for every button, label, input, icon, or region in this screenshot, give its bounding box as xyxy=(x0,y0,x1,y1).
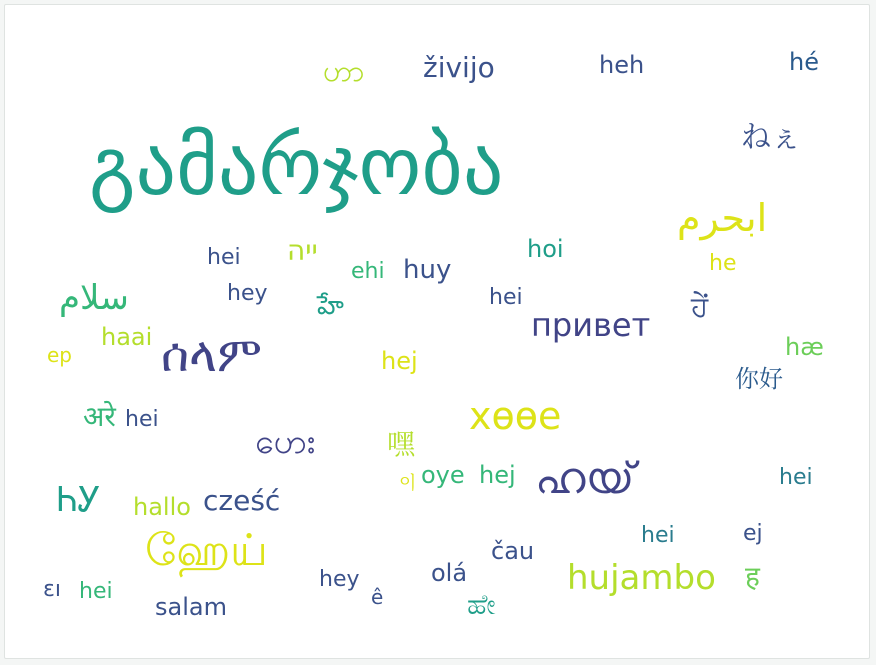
word-hei-1: hei xyxy=(207,245,241,270)
word-hey-tamil: ஹேய் xyxy=(145,525,268,576)
word-ola: olá xyxy=(431,559,468,587)
word-hey-1: hey xyxy=(227,281,268,306)
word-ei: ɛı xyxy=(43,577,62,602)
word-hei-5: hei xyxy=(641,523,675,548)
word-xoe: xөөе xyxy=(469,394,562,438)
word-hei-3: hei xyxy=(125,407,159,432)
word-hei-4: hei xyxy=(779,465,813,490)
word-hey-hebrew: ייה xyxy=(287,234,318,267)
word-ej: ej xyxy=(743,521,763,546)
word-salam: salam xyxy=(155,593,227,621)
word-heh: heh xyxy=(599,51,645,79)
word-he: he xyxy=(709,251,737,276)
word-hej-2: hej xyxy=(479,461,516,489)
word-nee: ねぇ xyxy=(741,120,801,155)
word-hey-2: hey xyxy=(319,567,360,592)
word-hujambo: hujambo xyxy=(567,558,716,598)
word-zivijo: živijo xyxy=(423,51,495,84)
word-hey-gurmukhi: ਹੇਂ xyxy=(691,290,709,323)
word-gamarjoba: გამარჯობა xyxy=(89,120,504,213)
word-hei-6: hei xyxy=(79,579,113,604)
word-are: अरे xyxy=(83,400,116,433)
word-ep: ep xyxy=(47,343,72,367)
word-he-kannada: ಹೇ xyxy=(467,588,496,621)
word-selam-amharic: ሰላም xyxy=(161,327,262,383)
word-salam-arabic: سلام xyxy=(59,278,129,318)
word-haai: haai xyxy=(101,323,153,351)
word-cloud xyxy=(4,4,870,659)
word-hej-1: hej xyxy=(381,347,418,375)
word-hey-malayalam: ഹയ് xyxy=(535,453,635,504)
word-hey-myanmar: ဟာ xyxy=(323,54,365,89)
word-he-accent: hé xyxy=(789,48,819,76)
word-hae: hæ xyxy=(785,333,824,361)
word-huy: huy xyxy=(403,255,452,285)
word-cau: čau xyxy=(491,537,535,565)
word-hoi: hoi xyxy=(527,235,564,263)
word-hallo: hallo xyxy=(133,493,191,521)
word-ehi: ehi xyxy=(351,259,385,284)
word-e-circumflex: ê xyxy=(371,585,384,609)
word-he-telugu: హే xyxy=(317,291,344,321)
word-hei-chinese: 嘿 xyxy=(387,428,416,461)
word-nihao: 你好 xyxy=(735,365,783,393)
word-i-korean: 이 xyxy=(399,473,417,494)
word-hey-cherokee: ᏂᎩ xyxy=(57,480,101,520)
word-marhaba: ابحرم xyxy=(677,196,768,240)
word-czesc: cześć xyxy=(203,484,281,517)
word-ha-devanagari: ह xyxy=(745,560,760,593)
word-oye: oye xyxy=(421,461,465,489)
word-hei-2: hei xyxy=(489,285,523,310)
word-privet: привет xyxy=(531,306,651,344)
word-hey-myanmar-2: ဟေး xyxy=(255,422,316,462)
